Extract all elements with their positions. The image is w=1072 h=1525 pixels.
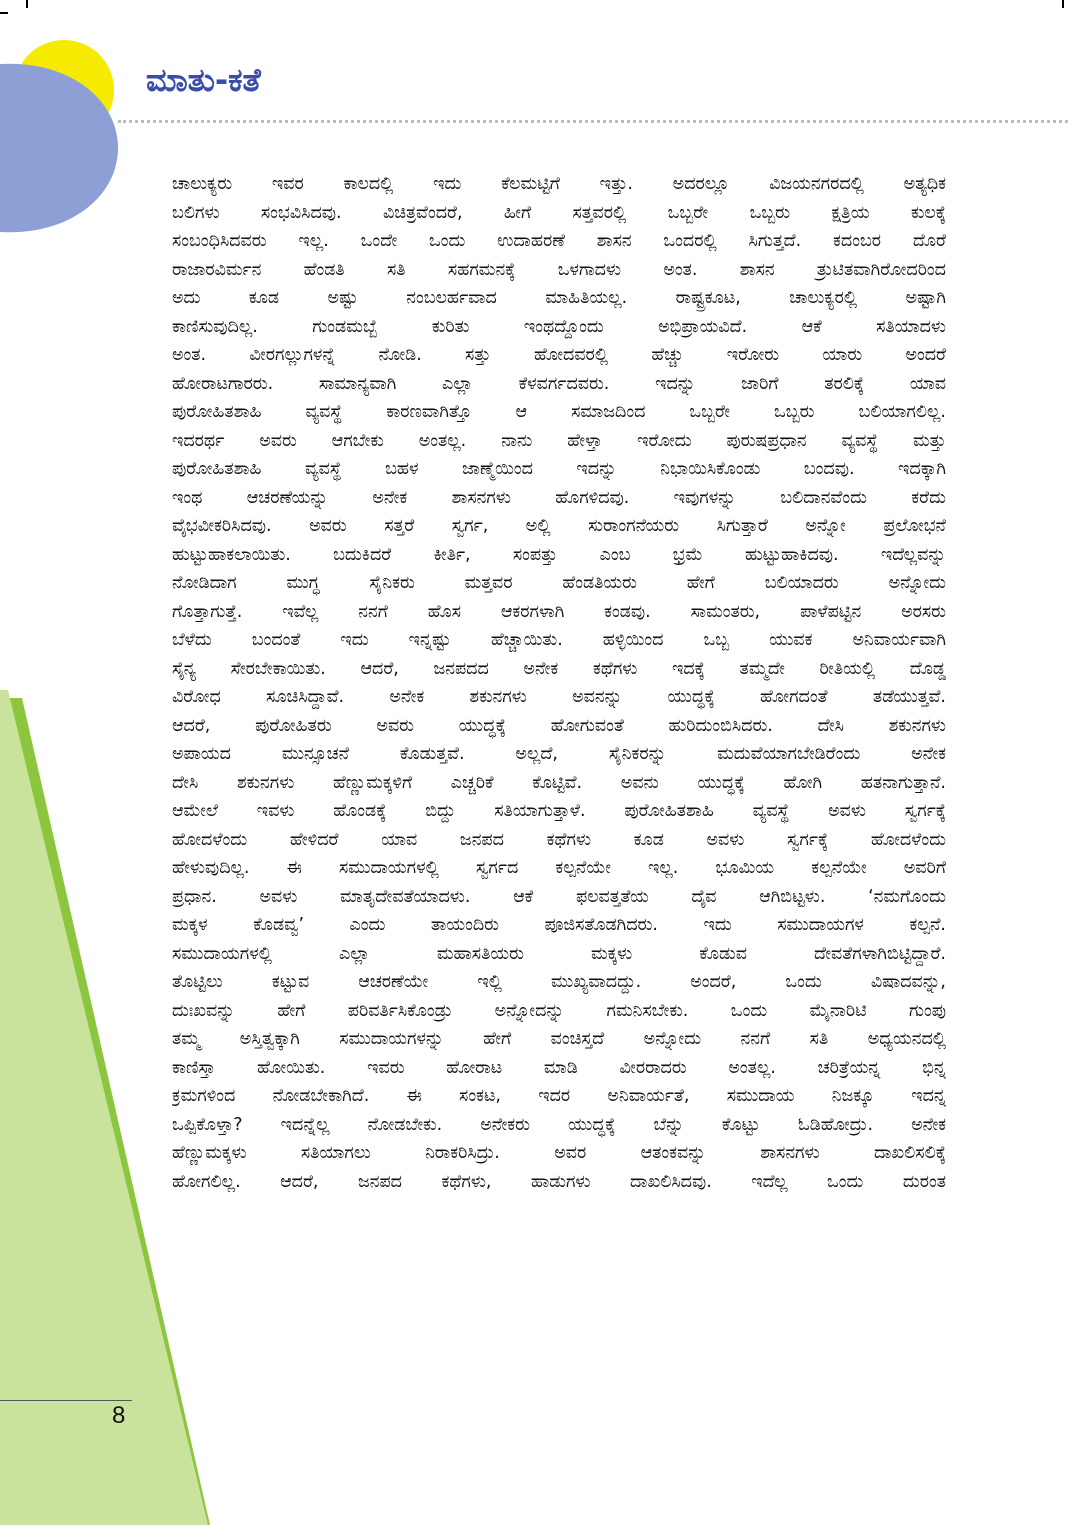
text-line: ಹೇಳುವುದಿಲ್ಲ. ಈ ಸಮುದಾಯಗಳಲ್ಲಿ ಸ್ವರ್ಗದ ಕಲ್ಪನೆಯೇ ಇಲ್ಲ. ಭೂಮಿಯ ಕಲ್ಪನೆಯೇ ಅವರಿಗೆ: [172, 858, 946, 878]
text-line: ಅಪಾಯದ ಮುನ್ಸೂಚನೆ ಕೊಡುತ್ತವೆ. ಅಲ್ಲದೆ, ಸೈನಿಕರನ್ನು ಮದುವೆಯಾಗಬೇಡಿರೆಂದು ಅನೇಕ: [172, 744, 946, 764]
text-line: ಪುರೋಹಿತಶಾಹಿ ವ್ಯವಸ್ಥೆ ಕಾರಣವಾಗಿತ್ತೊ ಆ ಸಮಾಜದಿಂದ ಒಬ್ಬರೇ ಒಬ್ಬರು ಬಲಿಯಾಗಲಿಲ್ಲ.: [172, 402, 946, 422]
text-line: ವಿರೋಧ ಸೂಚಿಸಿದ್ದಾವೆ. ಅನೇಕ ಶಕುನಗಳು ಅವನನ್ನು ಯುದ್ಧಕ್ಕೆ ಹೋಗದಂತೆ ತಡೆಯುತ್ತವೆ.: [172, 687, 946, 707]
text-line: ದೇಸಿ ಶಕುನಗಳು ಹೆಣ್ಣುಮಕ್ಕಳಿಗೆ ಎಚ್ಚರಿಕೆ ಕೊಟ್ಟಿವೆ. ಅವನು ಯುದ್ಧಕ್ಕೆ ಹೋಗಿ ಹತನಾಗುತ್ತಾನೆ.: [172, 772, 946, 793]
text-line: ಕ್ರಮಗಳಿಂದ ನೋಡಬೇಕಾಗಿದೆ. ಈ ಸಂಕಟ, ಇದರ ಅನಿವಾರ್ಯತೆ, ಸಮುದಾಯ ನಿಜಕ್ಕೂ ಇದನ್ನ: [172, 1086, 946, 1106]
text-line: ಇದರರ್ಥ ಅವರು ಆಗಬೇಕು ಅಂತಲ್ಲ. ನಾನು ಹೇಳ್ತಾ ಇರೋದು ಪುರುಷಪ್ರಧಾನ ವ್ಯವಸ್ಥೆ ಮತ್ತು: [172, 430, 946, 451]
page-number: 8: [112, 1402, 126, 1429]
text-line: ಅಂತ. ವೀರಗಲ್ಲುಗಳನ್ನೆ ನೋಡಿ. ಸತ್ತು ಹೋದವರಲ್ಲಿ ಹೆಚ್ಚು ಇರೋರು ಯಾರು ಅಂದರೆ: [172, 345, 946, 365]
body-text: [172, 170, 946, 1196]
text-line: ಪುರೋಹಿತಶಾಹಿ ವ್ಯವಸ್ಥೆ ಬಹಳ ಜಾಣ್ಮೆಯಿಂದ ಇದನ್ನು ನಿಭಾಯಿಸಿಕೊಂಡು ಬಂದವು. ಇದಕ್ಕಾಗಿ: [172, 459, 946, 479]
text-line: ಹೋರಾಟಗಾರರು. ಸಾಮಾನ್ಯವಾಗಿ ಎಲ್ಲಾ ಕೆಳವರ್ಗದವರು. ಇದನ್ನು ಜಾರಿಗೆ ತರಲಿಕ್ಕೆ ಯಾವ: [172, 373, 946, 394]
text-line: ತಮ್ಮ ಅಸ್ತಿತ್ವಕ್ಕಾಗಿ ಸಮುದಾಯಗಳನ್ನು ಹೇಗೆ ವಂಚಿಸ್ತದೆ ಅನ್ನೋದು ನನಗೆ ಸತಿ ಅಧ್ಯಯನದಲ್ಲಿ: [172, 1029, 946, 1049]
text-line: ಅದು ಕೂಡ ಅಷ್ಟು ನಂಬಲರ್ಹವಾದ ಮಾಹಿತಿಯಲ್ಲ. ರಾಷ್ಟ್ರಕೂಟ, ಚಾಲುಕ್ಯರಲ್ಲಿ ಅಷ್ಟಾಗಿ: [172, 288, 946, 308]
text-line: ಚಾಲುಕ್ಯರು ಇವರ ಕಾಲದಲ್ಲಿ ಇದು ಕೆಲಮಟ್ಟಿಗೆ ಇತ್ತು. ಅದರಲ್ಲೂ ವಿಜಯನಗರದಲ್ಲಿ ಅತ್ಯಧಿಕ: [172, 174, 946, 194]
text-line: ದುಃಖವನ್ನು ಹೇಗೆ ಪರಿವರ್ತಿಸಿಕೊಂಡ್ರು ಅನ್ನೋದನ್ನು ಗಮನಿಸಬೇಕು. ಒಂದು ಮೈನಾರಿಟಿ ಗುಂಪು: [172, 1000, 946, 1021]
text-line: ಸಮುದಾಯಗಳಲ್ಲಿ ಎಲ್ಲಾ ಮಹಾಸತಿಯರು ಮಕ್ಕಳು ಕೊಡುವ ದೇವತೆಗಳಾಗಿಬಿಟ್ಟಿದ್ದಾರೆ.: [172, 943, 946, 964]
text-line: ಹುಟ್ಟುಹಾಕಲಾಯಿತು. ಬದುಕಿದರೆ ಕೀರ್ತಿ, ಸಂಪತ್ತು ಎಂಬ ಭ್ರಮೆ ಹುಟ್ಟುಹಾಕಿದವು. ಇದೆಲ್ಲವನ್ನು: [172, 544, 946, 565]
text-line: ಬಲಿಗಳು ಸಂಭವಿಸಿದವು. ವಿಚಿತ್ರವೆಂದರೆ, ಹೀಗೆ ಸತ್ತವರಲ್ಲಿ ಒಬ್ಬರೇ ಒಬ್ಬರು ಕ್ಷತ್ರಿಯ ಕುಲಕ್ಕೆ: [172, 202, 946, 223]
text-line: ಹೋದಳೆಂದು ಹೇಳಿದರೆ ಯಾವ ಜನಪದ ಕಥೆಗಳು ಕೂಡ ಅವಳು ಸ್ವರ್ಗಕ್ಕೆ ಹೋದಳೆಂದು: [172, 829, 946, 850]
page-number-rule: [0, 1400, 132, 1401]
text-line: ಸೈನ್ಯ ಸೇರಬೇಕಾಯಿತು. ಆದರೆ, ಜನಪದದ ಅನೇಕ ಕಥೆಗಳು ಇದಕ್ಕೆ ತಮ್ಮದೇ ರೀತಿಯಲ್ಲಿ ದೊಡ್ಡ: [172, 658, 946, 679]
text-line: ಆಮೇಲೆ ಇವಳು ಹೊಂಡಕ್ಕೆ ಬಿದ್ದು ಸತಿಯಾಗುತ್ತಾಳೆ. ಪುರೋಹಿತಶಾಹಿ ವ್ಯವಸ್ಥೆ ಅವಳು ಸ್ವರ್ಗಕ್ಕೆ: [172, 801, 946, 821]
text-line: ಕಾಣಿಸುವುದಿಲ್ಲ. ಗುಂಡಮಬ್ಬೆ ಕುರಿತು ಇಂಥದ್ದೊಂದು ಅಭಿಪ್ರಾಯವಿದೆ. ಆಕೆ ಸತಿಯಾದಳು: [172, 316, 946, 337]
text-line: ಆದರೆ, ಪುರೋಹಿತರು ಅವರು ಯುದ್ಧಕ್ಕೆ ಹೋಗುವಂತೆ ಹುರಿದುಂಬಿಸಿದರು. ದೇಸಿ ಶಕುನಗಳು: [172, 715, 946, 736]
text-line: ವೈಭವೀಕರಿಸಿದವು. ಅವರು ಸತ್ತರೆ ಸ್ವರ್ಗ, ಅಲ್ಲಿ ಸುರಾಂಗನೆಯರು ಸಿಗುತ್ತಾರೆ ಅನ್ನೋ ಪ್ರಲೋಭನೆ: [172, 516, 946, 536]
text-line: ಇಂಥ ಆಚರಣೆಯನ್ನು ಅನೇಕ ಶಾಸನಗಳು ಹೊಗಳಿದವು. ಇವುಗಳನ್ನು ಬಲಿದಾನವೆಂದು ಕರೆದು: [172, 487, 946, 508]
page-header-title: ಮಾತು-ಕತೆ: [146, 61, 261, 99]
text-line: ಬೆಳೆದು ಬಂದಂತೆ ಇದು ಇನ್ನಷ್ಟು ಹೆಚ್ಚಾಯಿತು. ಹಳ್ಳಿಯಿಂದ ಒಬ್ಬ ಯುವಕ ಅನಿವಾರ್ಯವಾಗಿ: [172, 630, 946, 650]
text-line: ಪ್ರಧಾನ. ಅವಳು ಮಾತೃದೇವತೆಯಾದಳು. ಆಕೆ ಫಲವತ್ತತೆಯ ದೈವ ಆಗಿಬಿಟ್ಟಳು. ‘ನಮಗೊಂದು: [172, 886, 946, 907]
text-line: ಗೊತ್ತಾಗುತ್ತೆ. ಇವೆಲ್ಲ ನನಗೆ ಹೊಸ ಆಕರಗಳಾಗಿ ಕಂಡವು. ಸಾಮಂತರು, ಪಾಳೆಪಟ್ಟಿನ ಅರಸರು: [172, 601, 946, 622]
text-line: ಸಂಬಂಧಿಸಿದವರು ಇಲ್ಲ. ಒಂದೇ ಒಂದು ಉದಾಹರಣೆ ಶಾಸನ ಒಂದರಲ್ಲಿ ಸಿಗುತ್ತದೆ. ಕದಂಬರ ದೊರೆ: [172, 231, 946, 251]
text-line: ನೋಡಿದಾಗ ಮುಗ್ಧ ಸೈನಿಕರು ಮತ್ತವರ ಹೆಂಡತಿಯರು ಹೇಗೆ ಬಲಿಯಾದರು ಅನ್ನೋದು: [172, 573, 946, 593]
text-line: ಮಕ್ಕಳ ಕೊಡವ್ವ’ ಎಂದು ತಾಯಂದಿರು ಪೂಜಿಸತೊಡಗಿದರು. ಇದು ಸಮುದಾಯಗಳ ಕಲ್ಪನೆ.: [172, 915, 946, 935]
text-line: ರಾಜಾರವಿರ್ಮನ ಹೆಂಡತಿ ಸತಿ ಸಹಗಮನಕ್ಕೆ ಒಳಗಾದಳು ಅಂತ. ಶಾಸನ ತ್ರುಟಿತವಾಗಿರೋದರಿಂದ: [172, 259, 946, 280]
text-line: ತೊಟ್ಟಿಲು ಕಟ್ಟುವ ಆಚರಣೆಯೇ ಇಲ್ಲಿ ಮುಖ್ಯವಾದದ್ದು. ಅಂದರೆ, ಒಂದು ವಿಷಾದವನ್ನು,: [172, 972, 946, 992]
text-line: ಹೋಗಲಿಲ್ಲ. ಆದರೆ, ಜನಪದ ಕಥೆಗಳು, ಹಾಡುಗಳು ದಾಖಲಿಸಿದವು. ಇದೆಲ್ಲ ಒಂದು ದುರಂತ: [172, 1171, 946, 1192]
text-line: ಹೆಣ್ಣುಮಕ್ಕಳು ಸತಿಯಾಗಲು ನಿರಾಕರಿಸಿದ್ರು. ಅವರ ಆತಂಕವನ್ನು ಶಾಸನಗಳು ದಾಖಲಿಸಲಿಕ್ಕೆ: [172, 1143, 946, 1163]
text-line: ಕಾಣಿಸ್ತಾ ಹೋಯಿತು. ಇವರು ಹೋರಾಟ ಮಾಡಿ ವೀರರಾದರು ಅಂತಲ್ಲ. ಚರಿತ್ರೆಯನ್ನ ಭಿನ್ನ: [172, 1057, 946, 1078]
header-dotted-rule: [118, 120, 1068, 123]
text-line: ಒಪ್ಪಿಕೊಳ್ತಾ? ಇದನ್ನೆಲ್ಲ ನೋಡಬೇಕು. ಅನೇಕರು ಯುದ್ಧಕ್ಕೆ ಬೆನ್ನು ಕೊಟ್ಟು ಓಡಿಹೋದ್ರು. ಅನೇಕ: [172, 1114, 946, 1135]
